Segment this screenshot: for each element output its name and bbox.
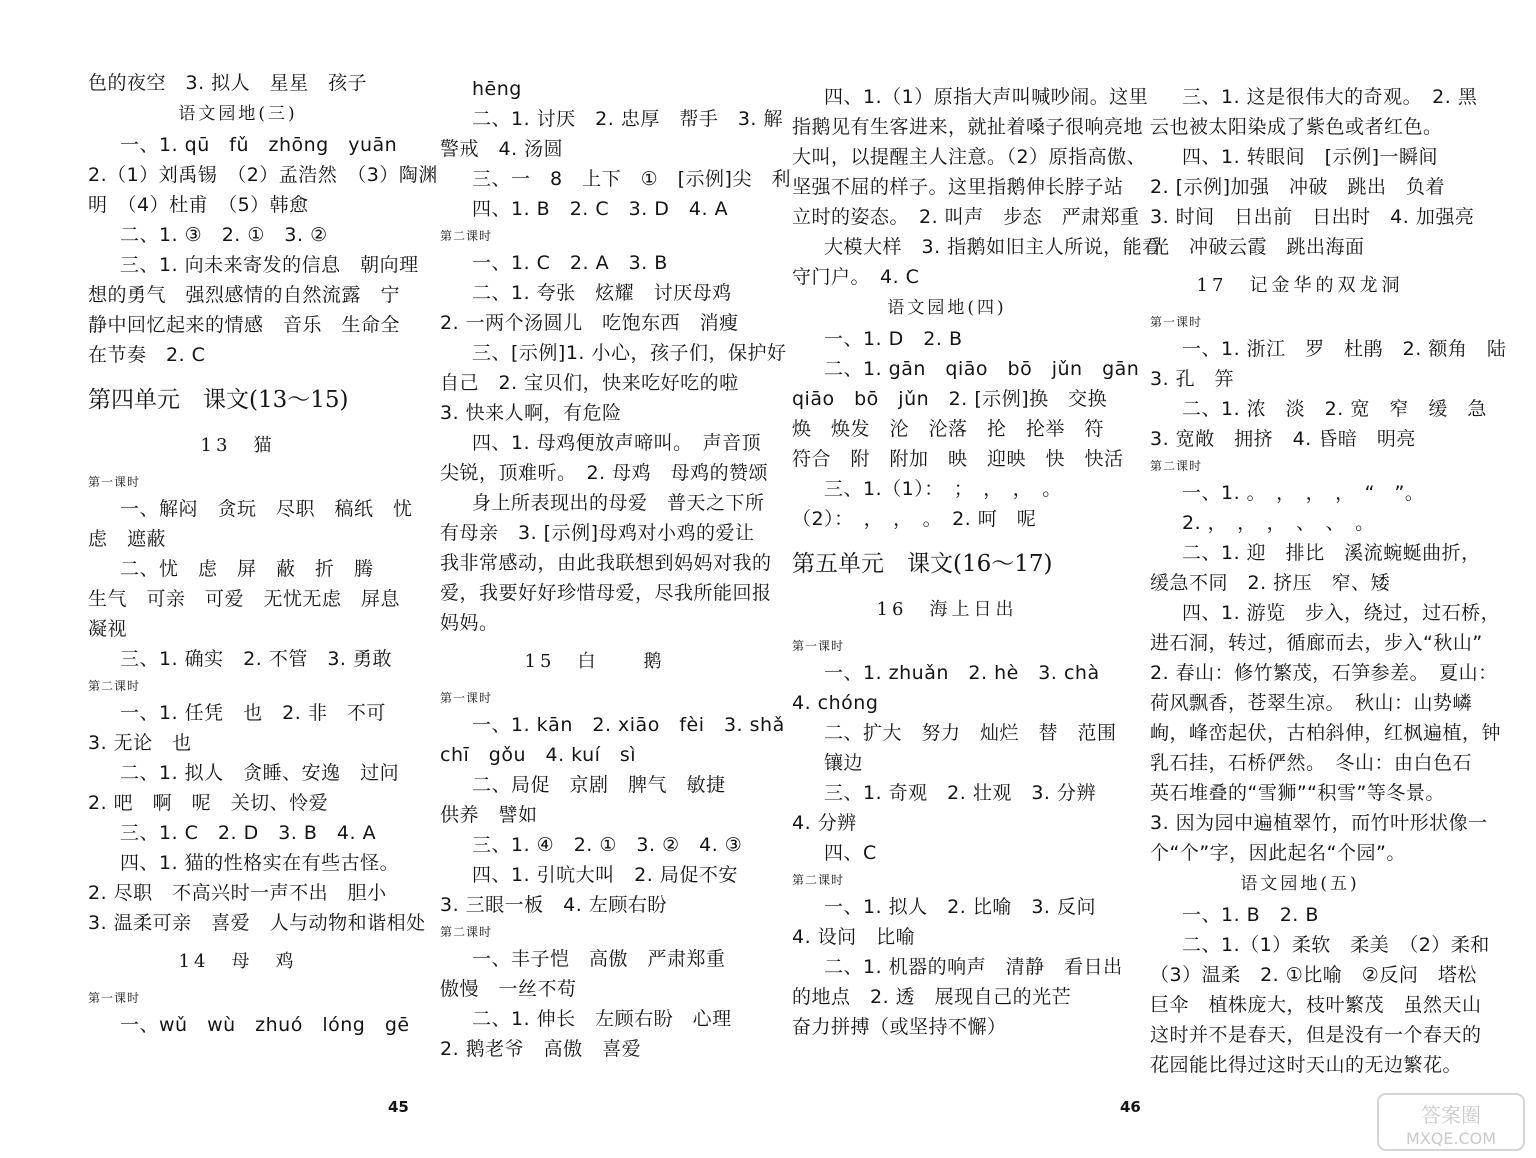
answer-line: 一、1. C 2. A 3. B (472, 252, 668, 274)
answer-line: 三、1. 这是很伟大的奇观。 2. 黑 (1182, 86, 1478, 108)
answer-line: 一、1. qū fǔ zhōng yuān (120, 134, 398, 156)
lesson-title: 16 海上日出 (876, 599, 1018, 620)
answer-line: 镶边 (824, 752, 864, 774)
answer-line: 个“个”字，因此起名“个园”。 (1150, 842, 1406, 864)
answer-line: 2. [示例]加强 冲破 跳出 负着 (1150, 176, 1445, 198)
answer-line: 峋，峰峦起伏，古柏斜伸，红枫遍植，钟 (1150, 722, 1502, 744)
answer-line: 2.（1）刘禹锡 （2）孟浩然 （3）陶渊 (88, 164, 438, 186)
answer-line: 指鹅见有生客进来，就扯着嗓子很响亮地 (792, 116, 1144, 138)
answer-line: 2. 鹅老爷 高傲 喜爱 (440, 1038, 642, 1060)
column-2 (440, 74, 791, 1064)
unit-title: 第四单元 课文(13～15) (88, 387, 349, 413)
period-label: 第一课时 (792, 639, 845, 653)
answer-line: 生气 可亲 可爱 无忧无虑 屏息 (88, 588, 401, 610)
answer-line: 一、1. 拟人 2. 比喻 3. 反问 (824, 896, 1097, 918)
answer-line: 4. 分辨 (792, 812, 857, 834)
column-1 (88, 68, 438, 1040)
unit-title: 第五单元 课文(16～17) (792, 551, 1053, 577)
answer-line: 大叫，以提醒主人注意。（2）原指高傲、 (792, 146, 1147, 168)
answer-line: qiāo bō jǔn 2. [示例]换 交换 (792, 388, 1108, 410)
section-title: 语文园地(五) (1240, 874, 1360, 894)
answer-line: 静中回忆起来的情感 音乐 生命全 (88, 314, 401, 336)
answer-line: 凝视 (88, 618, 128, 640)
answer-line: 守门户。 4. C (792, 266, 920, 288)
answer-line: 3. 三眼一板 4. 左顾右盼 (440, 894, 667, 916)
lesson-title: 15 白 鹅 (524, 651, 666, 672)
watermark-logo (1376, 1092, 1526, 1152)
answer-line: 二、1. 迎 排比 溪流蜿蜒曲折， (1182, 542, 1481, 564)
answer-line: 色的夜空 3. 拟人 星星 孩子 (88, 72, 368, 94)
answer-line: 三、1. 奇观 2. 壮观 3. 分辨 (824, 782, 1097, 804)
answer-line: 符合 附 附加 映 迎映 快 快活 (792, 448, 1124, 470)
answer-line: 一、1. 任凭 也 2. 非 不可 (120, 702, 386, 724)
answer-line: 二、1. 讨厌 2. 忠厚 帮手 3. 解 (472, 108, 784, 130)
answer-line: 三、一 8 上下 ① [示例]尖 利 (472, 168, 791, 190)
answer-line: 缓急不同 2. 挤压 窄、矮 (1150, 572, 1391, 594)
answer-line: 二、扩大 努力 灿烂 替 范围 (824, 722, 1117, 744)
answer-line: 3. 温柔可亲 喜爱 人与动物和谐相处 (88, 912, 426, 934)
lesson-title: 13 猫 (200, 435, 276, 456)
answer-line: 2. ， ， ， 、 、 。 (1182, 512, 1375, 534)
answer-line: 焕 焕发 沦 沦落 抡 抡举 符 (792, 418, 1105, 440)
answer-line: 傲慢 一丝不苟 (440, 978, 577, 1000)
answer-line: 奋力拼搏（或坚持不懈） (792, 1016, 1007, 1038)
page-number-right: 46 (1120, 1098, 1141, 1116)
answer-line: 二、1. gān qiāo bō jǔn gān (824, 358, 1140, 380)
answer-line: 3. 宽敞 拥挤 4. 昏暗 明亮 (1150, 428, 1416, 450)
answer-line: 二、1. 浓 淡 2. 宽 窄 缓 急 (1182, 398, 1487, 420)
answer-line: （2）： ， ， 。 2. 呵 呢 (792, 508, 1037, 530)
answer-line: 光 冲破云霞 跳出海面 (1150, 236, 1365, 258)
answer-line: 三、1. 确实 2. 不管 3. 勇敢 (120, 648, 393, 670)
answer-line: 二、1. ③ 2. ① 3. ② (120, 224, 328, 246)
answer-line: 三、1. ④ 2. ① 3. ② 4. ③ (472, 834, 743, 856)
answer-line: 一、1. B 2. B (1182, 904, 1319, 926)
section-title: 语文园地(四) (887, 298, 1007, 318)
answer-line: 二、忧 虑 屏 蔽 折 腾 (120, 558, 374, 580)
page-number-left: 45 (388, 1098, 409, 1116)
answer-line: 荷风飘香，苍翠生凉。 秋山：山势嶙 (1150, 692, 1473, 714)
period-label: 第一课时 (1150, 315, 1203, 329)
period-label: 第一课时 (88, 991, 141, 1005)
section-title: 语文园地(三) (178, 104, 298, 124)
answer-line: 花园能比得过这时天山的无边繁花。 (1150, 1054, 1463, 1076)
period-label: 第二课时 (440, 229, 493, 243)
answer-line: 身上所表现出的母爱 普天之下所 (472, 492, 765, 514)
answer-line: 云也被太阳染成了紫色或者红色。 (1150, 116, 1443, 138)
answer-line: 坚强不屈的样子。这里指鹅伸长脖子站 (792, 176, 1124, 198)
answer-line: 四、1. 母鸡便放声啼叫。 声音顶 (472, 432, 762, 454)
answer-line: 三、1.（1）： ； ， ， 。 (824, 478, 1062, 500)
answer-line: 3. 时间 日出前 日出时 4. 加强亮 (1150, 206, 1475, 228)
answer-line: 二、1. 夸张 炫耀 讨厌母鸡 (472, 282, 732, 304)
answer-line: 爱，我要好好珍惜母爱，尽我所能回报 (440, 582, 772, 604)
answer-line: 明 （4）杜甫 （5）韩愈 (88, 194, 309, 216)
column-3 (792, 82, 1162, 1042)
answer-line: 四、1. 游览 步入，绕过，过石桥， (1182, 602, 1501, 624)
answer-line: 这时并不是春天，但是没有一个春天的 (1150, 1024, 1482, 1046)
answer-line: 四、1. B 2. C 3. D 4. A (472, 198, 729, 220)
answer-line: 乳石挂，石桥俨然。 冬山：由白色石 (1150, 752, 1473, 774)
lesson-title: 14 母 鸡 (178, 951, 298, 972)
answer-line: 四、1. 转眼间 [示例]一瞬间 (1182, 146, 1438, 168)
answer-line: 一、1. 浙江 罗 杜鹃 2. 额角 陆 (1182, 338, 1507, 360)
answer-line: 的地点 2. 透 展现自己的光芒 (792, 986, 1072, 1008)
answer-line: 四、1.（1）原指大声叫喊吵闹。这里 (824, 86, 1149, 108)
answer-line: 三、1. C 2. D 3. B 4. A (120, 822, 377, 844)
answer-line: 自己 2. 宝贝们，快来吃好吃的啦 (440, 372, 739, 394)
answer-line: 一、丰子恺 高傲 严肃郑重 (472, 948, 726, 970)
watermark-line1: 答案圈 (1421, 1103, 1481, 1127)
answer-line: 4. 设问 比喻 (792, 926, 916, 948)
answer-line: 想的勇气 强烈感情的自然流露 宁 (88, 284, 401, 306)
period-label: 第二课时 (792, 873, 845, 887)
answer-line: hēng (472, 78, 522, 100)
answer-line: 供养 譬如 (440, 804, 538, 826)
answer-line: 我非常感动，由此我联想到妈妈对我的 (440, 552, 772, 574)
answer-line: 2. 一两个汤圆儿 吃饱东西 消瘦 (440, 312, 739, 334)
answer-line: 一、1. 。 ， ， ， “ ”。 (1182, 482, 1425, 504)
answer-line: 立时的姿态。 2. 叫声 步态 严肃郑重 (792, 206, 1140, 228)
answer-line: 一、1. kān 2. xiāo fèi 3. shǎ (472, 714, 785, 736)
answer-line: 虑 遮蔽 (88, 528, 167, 550)
watermark-line2: MXQE.COM (1405, 1129, 1497, 1148)
answer-line: 警戒 4. 汤圆 (440, 138, 564, 160)
answer-line: 有母亲 3. [示例]母鸡对小鸡的爱让 (440, 522, 755, 544)
answer-line: 三、[示例]1. 小心，孩子们，保护好 (472, 342, 787, 364)
period-label: 第二课时 (88, 679, 141, 693)
answer-line: 一、1. D 2. B (824, 328, 963, 350)
answer-line: 4. chóng (792, 692, 879, 714)
answer-line: 大模大样 3. 指鹅如旧主人所说，能看 (824, 236, 1162, 258)
answer-line: 四、1. 猫的性格实在有些古怪。 (120, 852, 400, 874)
answer-line: 巨伞 植株庞大，枝叶繁茂 虽然天山 (1150, 994, 1482, 1016)
answer-line: 3. 因为园中遍植翠竹，而竹叶形状像一 (1150, 812, 1488, 834)
column-4 (1150, 82, 1507, 1080)
period-label: 第二课时 (440, 925, 493, 939)
answer-line: 妈妈。 (440, 612, 499, 634)
period-label: 第一课时 (88, 475, 141, 489)
answer-line: 在节奏 2. C (88, 344, 206, 366)
answer-line: 三、1. 向未来寄发的信息 朝向理 (120, 254, 419, 276)
answer-line: 英石堆叠的“雪狮”“积雪”等冬景。 (1150, 782, 1445, 804)
answer-line: 二、1. 伸长 左顾右盼 心理 (472, 1008, 732, 1030)
answer-line: 四、1. 引吭大叫 2. 局促不安 (472, 864, 738, 886)
lesson-title: 17 记金华的双龙洞 (1196, 275, 1404, 296)
answer-line: chī gǒu 4. kuí sì (440, 744, 637, 766)
answer-line: 二、1. 机器的响声 清静 看日出 (824, 956, 1123, 978)
answer-line: 二、1.（1）柔软 柔美 （2）柔和 (1182, 934, 1490, 956)
answer-line: 一、解闷 贪玩 尽职 稿纸 忧 (120, 498, 413, 520)
answer-line: 3. 孔 笄 (1150, 368, 1235, 390)
answer-line: 3. 无论 也 (88, 732, 192, 754)
answer-line: 二、1. 拟人 贪睡、安逸 过问 (120, 762, 400, 784)
period-label: 第一课时 (440, 691, 493, 705)
answer-line: 2. 吧 啊 呢 关切、怜爱 (88, 792, 329, 814)
answer-line: 2. 春山：修竹繁茂，石笋参差。 夏山： (1150, 662, 1498, 684)
answer-line: 二、局促 京剧 脾气 敏捷 (472, 774, 726, 796)
answer-line: 尖锐，顶难听。 2. 母鸡 母鸡的赞颂 (440, 462, 769, 484)
period-label: 第二课时 (1150, 459, 1203, 473)
answer-line: 一、wǔ wù zhuó lóng gē (120, 1014, 410, 1036)
right-page (768, 0, 1536, 1158)
answer-line: 四、C (824, 842, 877, 864)
answer-line: 进石洞，转过，循廊而去，步入“秋山” (1150, 632, 1483, 654)
answer-line: 3. 快来人啊，有危险 (440, 402, 622, 424)
answer-line: 一、1. zhuǎn 2. hè 3. chà (824, 662, 1100, 684)
answer-line: （3）温柔 2. ①比喻 ②反问 塔松 (1150, 964, 1477, 986)
answer-line: 2. 尽职 不高兴时一声不出 胆小 (88, 882, 387, 904)
